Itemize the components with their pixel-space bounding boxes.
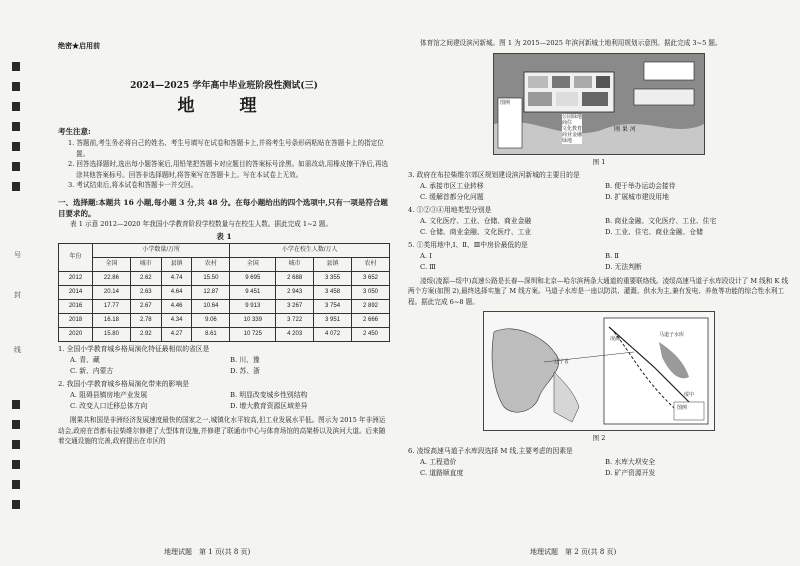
- table-cell: 2.78: [130, 314, 161, 328]
- intro-continued: 体育馆之间建设滨河新城。图 1 为 2015—2025 年滨河新城土地利用规划示意图。据此完成 3~5 题。: [420, 39, 722, 47]
- option: B. 便于举办运动会接待: [605, 181, 676, 190]
- binding-mark: [12, 82, 20, 91]
- option: D. 无法判断: [605, 262, 642, 271]
- option: C. 新、内蒙古: [70, 367, 114, 375]
- data-table: [58, 243, 390, 342]
- table-cell: 2014: [59, 286, 93, 300]
- question-6-options: [408, 457, 790, 479]
- option: A. Ⅰ: [420, 251, 432, 260]
- table-cell: 9 695: [230, 272, 276, 286]
- table-cell: 10 725: [230, 328, 276, 342]
- table-subheader: 城市: [276, 258, 314, 272]
- page-1: [44, 0, 394, 566]
- binding-margin: [0, 0, 40, 566]
- table-cell: 3 652: [352, 272, 390, 286]
- reservoir-label: 马道子水库: [659, 332, 685, 338]
- option: D. 矿产资源开发: [605, 469, 656, 477]
- legend-title: 图例: [677, 405, 688, 411]
- page-2: [400, 0, 794, 566]
- legend-title: 图例: [500, 99, 511, 106]
- secret-label: 绝密★启用前: [58, 41, 100, 50]
- table-cell: 8.61: [192, 328, 230, 342]
- table-cell: 10.64: [192, 300, 230, 314]
- table-cell: 2020: [59, 328, 93, 342]
- table-cell: 2.62: [130, 272, 161, 286]
- binding-mark: [12, 500, 20, 509]
- legend-item: 绿地: [562, 137, 573, 144]
- section-heading: 一、选择题:本题共 16 小题,每小题 3 分,共 48 分。在每小题给出的四个选项中,只有一项是符合题目要求的。: [58, 197, 388, 218]
- question-5-options: [408, 251, 790, 273]
- table-row: [59, 286, 390, 300]
- table-cell: 2.67: [130, 300, 161, 314]
- passage-2: 凌绥(凌源—绥中)高速公路是长春—深圳和北京—哈尔滨两条大通道的重要联络线。凌绥高速马道子水库段设计了 M 线和 K 线两个方案(如图 2),最终选择实施了 M 线方案。马道子水库是一座以防洪、灌溉、供水为主,兼有发电、养鱼等功能的综合性水利工程。据此完成 6~8 题。: [408, 276, 789, 306]
- binding-label: 号: [14, 251, 21, 259]
- page-footer: 地理试题 第 1 页(共 8 页): [164, 548, 251, 556]
- table-cell: 2.63: [130, 286, 161, 300]
- figure-1-caption: 图 1: [592, 157, 606, 166]
- question-2-options: [58, 390, 390, 412]
- river-label: 刚 果 河: [614, 125, 636, 133]
- table-row: [59, 300, 390, 314]
- table-cell: 4 072: [314, 328, 352, 342]
- table-cell: 3 754: [314, 300, 352, 314]
- figure-2: [483, 311, 715, 431]
- table-intro: 表 1 示意 2012—2020 年我国小学教育阶段学校数量与在校生人数。据此完成 1~2 题。: [70, 219, 333, 228]
- table-cell: 15.80: [92, 328, 130, 342]
- table-cell: 2 892: [352, 300, 390, 314]
- binding-label: 封: [14, 291, 21, 299]
- question-6: 6. 凌绥高速马道子水库段选择 M 线,主要考虑的因素是: [408, 447, 573, 455]
- table-header-year: 年份: [59, 244, 93, 272]
- table-title: 表 1: [216, 232, 232, 241]
- notes-title: 考生注意:: [58, 127, 91, 136]
- option: A. 青、藏: [70, 356, 100, 364]
- question-3: 3. 政府在布拉柴维尔郊区规划建设滨河新城的主要目的是: [408, 170, 580, 179]
- binding-mark: [12, 122, 20, 131]
- option: A. 工程造价: [420, 458, 457, 466]
- city-label: 绥中: [684, 392, 695, 398]
- binding-mark: [12, 162, 20, 171]
- binding-mark: [12, 480, 20, 489]
- table-cell: 3 267: [276, 300, 314, 314]
- table-cell: 2.92: [130, 328, 161, 342]
- table-cell: 2 943: [276, 286, 314, 300]
- question-5: 5. ①类用地中,Ⅰ、Ⅱ、Ⅲ中房价最低的是: [408, 240, 528, 249]
- option: C. 改变人口迁移总体方向: [70, 402, 148, 410]
- table-subheader: 农村: [192, 258, 230, 272]
- table-subheader: 全国: [92, 258, 130, 272]
- city-label: 凌源: [610, 336, 621, 342]
- binding-mark: [12, 62, 20, 71]
- binding-mark: [12, 460, 20, 469]
- option: D. 工业、住宅、商业金融、仓储: [605, 227, 703, 236]
- table-subheader: 县镇: [161, 258, 192, 272]
- option: B. Ⅱ: [605, 251, 619, 260]
- table-subheader-row: [59, 258, 390, 272]
- option: B. 水库大坝安全: [605, 458, 656, 466]
- table-cell: 4 203: [276, 328, 314, 342]
- legend-item: 商业金融: [562, 131, 583, 138]
- option: D. 增大教育资源区域差异: [230, 402, 308, 410]
- table-row: [59, 328, 390, 342]
- figure-2-caption: 图 2: [592, 434, 606, 442]
- question-2: 2. 我国小学教育城乡格局演化带来的影响是: [58, 380, 189, 388]
- subject-title: 地 理: [177, 96, 271, 116]
- table-cell: 4.74: [161, 272, 192, 286]
- option: C. 缓解首都分化问题: [420, 192, 484, 201]
- table-cell: 9 451: [230, 286, 276, 300]
- table-cell: 15.50: [192, 272, 230, 286]
- table-row: [59, 272, 390, 286]
- table-cell: 2016: [59, 300, 93, 314]
- table-cell: 2012: [59, 272, 93, 286]
- binding-mark: [12, 142, 20, 151]
- table-cell: 16.18: [92, 314, 130, 328]
- table-cell: 10 339: [230, 314, 276, 328]
- question-3-options: [408, 181, 790, 203]
- binding-mark: [12, 440, 20, 449]
- question-4-options: [408, 216, 790, 238]
- table-cell: 4.27: [161, 328, 192, 342]
- table-cell: 3 050: [352, 286, 390, 300]
- option: B. 明显改变城乡性别结构: [230, 391, 308, 399]
- option: A. 文化医疗、工业、仓储、商业金融: [420, 216, 532, 225]
- binding-mark: [12, 182, 20, 191]
- page-footer: 地理试题 第 2 页(共 8 页): [530, 548, 617, 556]
- option: B. 川、豫: [230, 356, 260, 364]
- table-cell: 3 458: [314, 286, 352, 300]
- table-cell: 4.34: [161, 314, 192, 328]
- option: C. Ⅲ: [420, 262, 436, 271]
- option: C. 仓储、商业金融、文化医疗、工业: [420, 227, 532, 236]
- figure-1-map: [494, 54, 704, 154]
- binding-label: 线: [14, 346, 21, 354]
- table-cell: 9.06: [192, 314, 230, 328]
- table-subheader: 城市: [130, 258, 161, 272]
- option: D. 苏、浙: [230, 367, 260, 375]
- legend-item: 商住: [562, 119, 573, 126]
- province-label: 辽宁省: [554, 359, 570, 365]
- option: A. 承接市区工业转移: [420, 181, 484, 190]
- binding-mark: [12, 420, 20, 429]
- exam-title: 2024—2025 学年高中毕业班阶段性测试(三): [130, 81, 318, 91]
- binding-mark: [12, 400, 20, 409]
- option: A. 阻碍县镇房地产业发展: [70, 391, 148, 399]
- legend-item: 公园绿地: [562, 113, 583, 120]
- table-cell: 2 666: [352, 314, 390, 328]
- table-cell: 3 951: [314, 314, 352, 328]
- question-4: 4. ①②③④用地类型分别是: [408, 205, 492, 214]
- note-item: 2. 回答选择题时,选出每小题答案后,用铅笔把答题卡对应题目的答案标号涂黑。如需改动,用橡皮擦干净后,再选涂其他答案标号。回答非选择题时,将答案写在答题卡上。写在本试卷上无效。: [68, 160, 389, 179]
- figure-1-legend-items: [562, 114, 582, 144]
- table-header-group: 小学数量/万所: [92, 244, 229, 258]
- table-cell: 2018: [59, 314, 93, 328]
- table-cell: 3 722: [276, 314, 314, 328]
- passage: 刚果共和国是非洲经济发展速度最快的国家之一,城镇化水平较高,但工业发展水平低。图示为 2015 年非洲运动会,政府在首都布拉柴维尔修建了大型体育设施,并修建了联通市中心与体育场馆的高架桥以及滨河大道。后来随着交通设施的完善,政府提出在市区的: [58, 416, 386, 445]
- table-cell: 12.87: [192, 286, 230, 300]
- legend-item: 文化教育: [562, 125, 583, 132]
- figure-1-legend: [500, 100, 510, 106]
- table-cell: 20.14: [92, 286, 130, 300]
- table-row: [59, 314, 390, 328]
- table-body: [59, 272, 390, 342]
- option: C. 道路顺直度: [420, 469, 464, 477]
- table-cell: 3 355: [314, 272, 352, 286]
- table-cell: 4.46: [161, 300, 192, 314]
- binding-mark: [12, 102, 20, 111]
- table-cell: 4.64: [161, 286, 192, 300]
- table-cell: 22.86: [92, 272, 130, 286]
- table-subheader: 县镇: [314, 258, 352, 272]
- table-cell: 17.77: [92, 300, 130, 314]
- option: D. 扩展城市建设用地: [605, 192, 669, 201]
- table-cell: 2 450: [352, 328, 390, 342]
- note-item: 3. 考试结束后,将本试卷和答题卡一并交回。: [68, 181, 198, 189]
- question-1: 1. 全国小学教育城乡格局演化特征最相似的省区是: [58, 345, 210, 353]
- table-cell: 2 688: [276, 272, 314, 286]
- note-item: 1. 答题前,考生务必将自己的姓名、考生号填写在试卷和答题卡上,并将考生号条形码粘贴在答题卡上的指定位置。: [68, 139, 384, 158]
- table-subheader: 全国: [230, 258, 276, 272]
- table-cell: 9 913: [230, 300, 276, 314]
- option: B. 商业金融、文化医疗、工业、住宅: [605, 216, 717, 225]
- table-header-group: 小学在校生人数/万人: [230, 244, 390, 258]
- figure-1: [493, 53, 705, 155]
- question-1-options: [58, 355, 390, 377]
- table-subheader: 农村: [352, 258, 390, 272]
